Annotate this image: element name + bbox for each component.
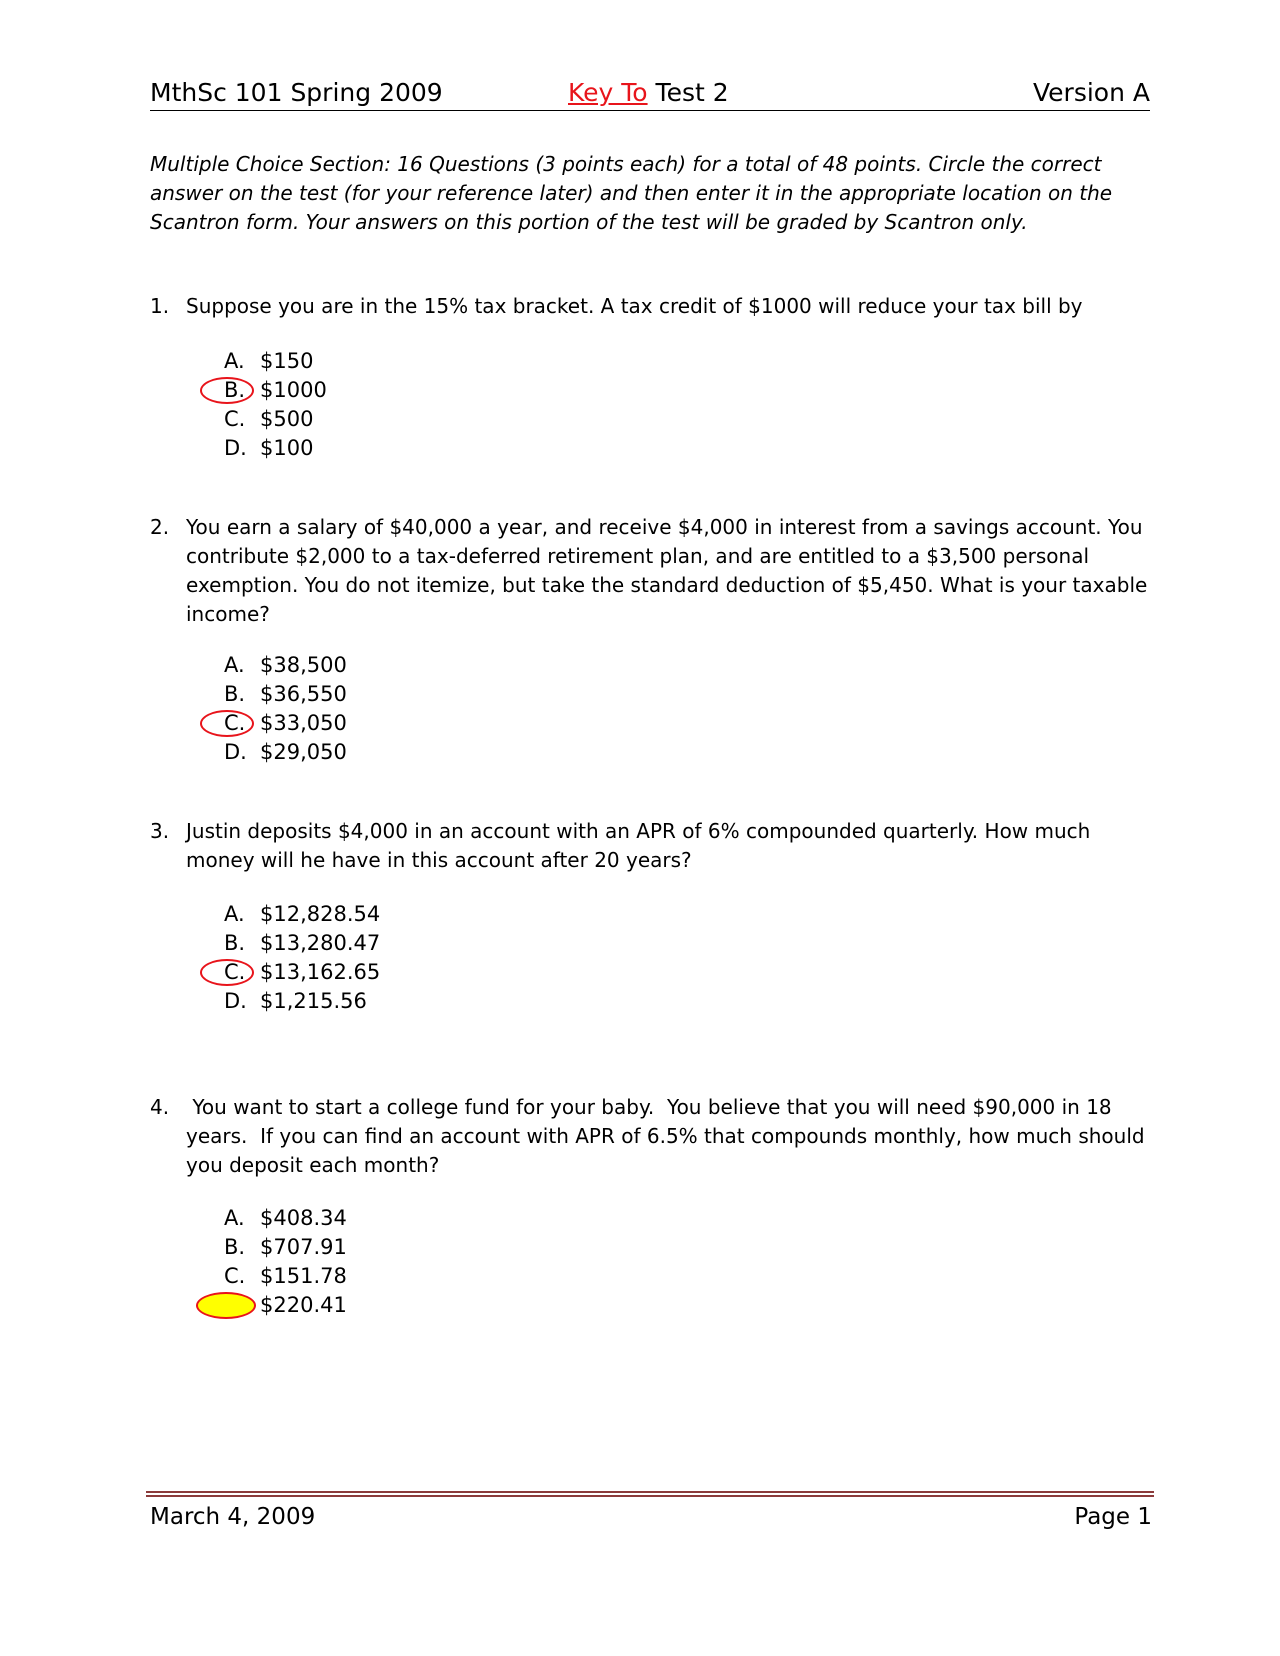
choice-value: $13,280.47 <box>260 931 381 955</box>
choice-value: $36,550 <box>260 682 347 706</box>
choice-letter: B. <box>224 931 246 955</box>
choice-value: $33,050 <box>260 711 347 735</box>
course-title: MthSc 101 Spring 2009 <box>150 78 443 107</box>
question-number: 3. <box>150 819 170 843</box>
choice-value: $12,828.54 <box>260 902 381 926</box>
question-text: Suppose you are in the 15% tax bracket. A tax credit of $1000 will reduce your tax bill by <box>186 294 1083 318</box>
choice-value: $408.34 <box>260 1206 347 1230</box>
choice-letter: C. <box>224 711 246 735</box>
choice-value: $220.41 <box>260 1293 347 1317</box>
choice-letter: B. <box>224 378 246 402</box>
choice-letter: D. <box>224 436 247 460</box>
question-number: 1. <box>150 294 170 318</box>
choice-letter: C. <box>224 1264 246 1288</box>
page-number: Page 1 <box>1074 1504 1152 1530</box>
version-label: Version A <box>1033 78 1150 107</box>
choice-value: $29,050 <box>260 740 347 764</box>
choice-letter: D. <box>224 989 247 1013</box>
choice-value: $100 <box>260 436 314 460</box>
choice-letter: C. <box>224 960 246 984</box>
choice-letter: A. <box>224 349 245 373</box>
instructions-text: Multiple Choice Section: 16 Questions (3 points each) for a total of 48 points. Circle the correct answer on the test (for your reference later) and then enter it in the appropriate location on the Scantron form. Your answers on this portion of the test will be graded by Scantron only. <box>150 152 1113 234</box>
choice-value: $500 <box>260 407 314 431</box>
choice-letter: A. <box>224 1206 245 1230</box>
answer-circle-highlighted <box>196 1292 256 1319</box>
question-text: You earn a salary of $40,000 a year, and receive $4,000 in interest from a savings account. You contribute $2,000 to a tax-deferred retirement plan, and are entitled to a $3,500 personal exemption. You do not itemize, but take the standard deduction of $5,450. What is your taxable income? <box>186 515 1148 626</box>
question-text: Justin deposits $4,000 in an account with an APR of 6% compounded quarterly. How much money will he have in this account after 20 years? <box>186 819 1091 872</box>
choice-letter: B. <box>224 1235 246 1259</box>
choice-value: $13,162.65 <box>260 960 381 984</box>
choice-letter: D. <box>224 740 247 764</box>
footer-rule-line <box>146 1491 1154 1493</box>
choice-letter: B. <box>224 682 246 706</box>
choice-value: $151.78 <box>260 1264 347 1288</box>
choice-value: $150 <box>260 349 314 373</box>
question-number: 2. <box>150 515 170 539</box>
choice-letter: A. <box>224 653 245 677</box>
footer-rule <box>146 1491 1154 1499</box>
question-number: 4. <box>150 1095 170 1119</box>
choice-letter: A. <box>224 902 245 926</box>
choice-value: $707.91 <box>260 1235 347 1259</box>
page-header <box>150 76 1150 111</box>
footer-date: March 4, 2009 <box>150 1504 316 1530</box>
test-label: Test 2 <box>647 78 729 107</box>
question-text: You want to start a college fund for your baby. You believe that you will need $90,000 in 18 years. If you can find an account with APR of 6.5% that compounds monthly, how much should you deposit each month? <box>186 1095 1151 1177</box>
choice-value: $1,215.56 <box>260 989 367 1013</box>
test-title <box>568 76 729 110</box>
page-footer <box>150 1500 1152 1534</box>
choice-letter: C. <box>224 407 246 431</box>
footer-rule-line <box>146 1495 1154 1497</box>
key-to-label: Key To <box>568 78 648 107</box>
choice-value: $38,500 <box>260 653 347 677</box>
choice-value: $1000 <box>260 378 327 402</box>
